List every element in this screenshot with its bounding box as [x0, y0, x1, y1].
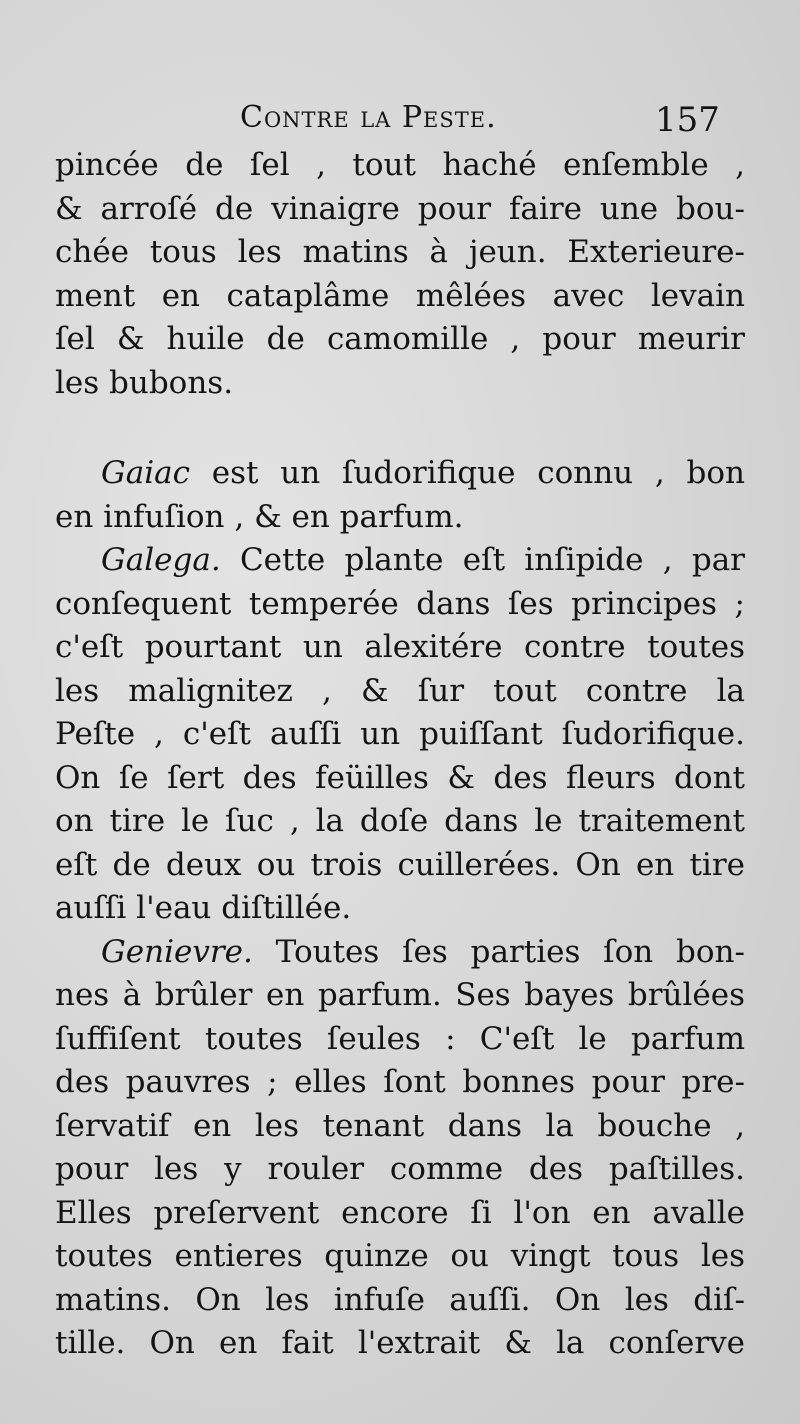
text-line: c'eſt pourtant un alexitére contre toutes [55, 629, 745, 665]
text-line: & arroſé de vinaigre pour faire une bou- [55, 190, 745, 227]
entry-text: est un ſudorifique connu , bon [211, 455, 745, 491]
text-line: les bubons. [55, 364, 234, 401]
entry-term: Genievre. [101, 933, 253, 970]
text-line: ment en cataplâme mêlées avec levain [55, 277, 745, 314]
text-line [55, 931, 745, 975]
entry-term: Galega. [101, 542, 221, 578]
text-line: matins. On les infuſe auſſi. On les diſ- [55, 1281, 745, 1318]
text-line: les malignitez , & ſur tout contre la [55, 672, 745, 709]
text-line: des pauvres ; elles ſont bonnes pour pre- [55, 1064, 745, 1100]
paragraph-gaiac [55, 452, 745, 539]
text-line: ſervatif en les tenant dans la bouche , [55, 1107, 745, 1144]
page-number: 157 [655, 100, 720, 140]
entry-term: Gaiac [101, 455, 191, 491]
entry-text: Cette plante eſt inſipide , par [239, 542, 745, 578]
text-line: ſel & huile de camomille , pour meurir [55, 321, 745, 357]
text-line [55, 452, 745, 496]
text-line: conſequent temperée dans ſes principes ; [55, 585, 745, 622]
text-line: pincée de ſel , tout haché enſemble , [55, 147, 745, 183]
text-line: nes à brûler en parfum. Ses bayes brûlées [55, 977, 745, 1013]
text-line: toutes entieres quinze ou vingt tous les [55, 1238, 745, 1274]
page-header [0, 100, 800, 150]
paragraph-continuation [55, 144, 745, 405]
body-text [55, 144, 745, 1366]
running-title: Contre la Peste. [240, 100, 497, 135]
text-line: ſuffiſent toutes ſeules : C'eſt le parfum [55, 1020, 745, 1057]
text-line: tille. On en fait l'extrait & la conſerve [55, 1325, 745, 1361]
text-line: On ſe ſert des feüilles & des fleurs dont [55, 759, 745, 796]
paragraph-genievre [55, 931, 745, 1366]
text-line: pour les y rouler comme des paſtilles. [55, 1151, 745, 1187]
text-line: chée tous les matins à jeun. Exterieure- [55, 234, 745, 270]
text-line [55, 539, 745, 583]
text-line: en infuſion , & en parfum. [55, 498, 464, 535]
text-line: on tire le ſuc , la doſe dans le traitement [55, 803, 745, 839]
text-line: auſſi l'eau diſtillée. [55, 890, 352, 926]
text-line: Elles preſervent encore ſi l'on en avalle [55, 1194, 745, 1231]
text-line: Peſte , c'eſt auſſi un puiſſant ſudorifique. [55, 716, 745, 752]
text-line: eſt de deux ou trois cuillerées. On en tire [55, 846, 745, 883]
paragraph-galega [55, 539, 745, 931]
entry-text: Toutes ſes parties ſon bon- [275, 933, 745, 970]
